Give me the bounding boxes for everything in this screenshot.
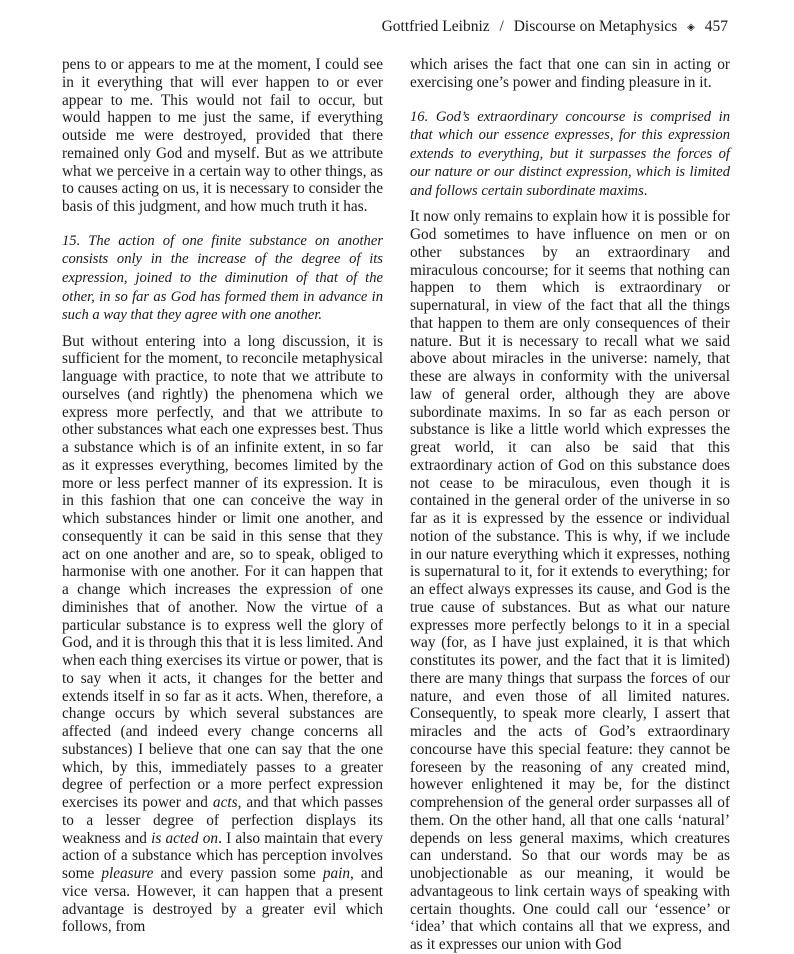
header-author: Gottfried Leibniz: [381, 18, 490, 35]
section-15-heading: 15. The action of one finite substance on another consists only in the increase of the degree of its expression, joined to the diminution of that of the other, in so far as God has formed them in advance in such a way that they agree with one another.: [62, 232, 383, 324]
header-title: Discourse on Metaphysics: [513, 18, 678, 35]
emphasis-is-acted-on: is acted on: [151, 829, 219, 847]
text-run: , and vice versa. However, it can happen that a present advantage is destroyed by a greater evil which follows, from: [62, 865, 383, 936]
ornament-icon: ◈: [687, 22, 695, 33]
header-separator: /: [499, 18, 504, 35]
text-run: and every passion some: [153, 865, 323, 883]
page-number: 457: [704, 18, 728, 35]
section-16-heading: [410, 108, 730, 201]
right-column: [410, 56, 730, 954]
emphasis-pleasure: pleasure: [101, 865, 154, 883]
emphasis-pain: pain: [322, 865, 351, 883]
right-paragraph-1: which arises the fact that one can sin in acting or exercising one’s power and finding pleasure in it.: [410, 56, 730, 91]
text-run: . I also maintain that every action of a substance which has perception involves some: [62, 829, 383, 883]
text-run: But without entering into a long discussion, it is sufficient for the moment, to reconcile metaphysical language with practice, to note that we attribute to ourselves (and rightly) the phenomena which we express more perfectly, and that we attribute to other substances what each one expresses best. Thus a substance which is of an infinite extent, in so far as it expresses everything, becomes limited by the more or less perfect manner of its expression. It is in this fashion that one can conceive the way in which substances hinder or limit one another, and consequently it can be said in this sense that they act on one another and are, so to speak, obliged to harmonise with one another. For it can happen that a change which increases the expression of one diminishes that of another. Now the virtue of a particular substance is to express well the glory of God, and it is through this that it is less limited. And when each thing exercises its virtue or power, that is to say when it acts, it changes for the better and extends itself in so far as it acts. When, therefore, a change occurs by which several substances are affected (and indeed every change concerns all substances) I believe that one can say that the one which, by this, immediately passes to a greater degree of perfection or a more perfect expression exercises its power and: [62, 332, 383, 812]
running-header: [382, 17, 728, 38]
left-paragraph-1: pens to or appears to me at the moment, I could see in it everything that will ever happen to or ever appear to me. This would not fail to occur, but would happen to me just the same, if everything outside me were destroyed, provided that there remained only God and myself. But as we attribute what we perceive in a certain way to other things, as to causes acting on us, it is necessary to consider the basis of this judgment, and how much truth it has.: [62, 56, 383, 215]
emphasis-acts: acts: [212, 794, 238, 812]
section-16-heading-period: .: [643, 182, 648, 199]
section-16-heading-text: 16. God’s extraordinary concourse is comprised in that which our essence expresses, for this expression extends to everything, but it surpasses the forces of our nature or our distinct expression, which is limited and follows certain subordinate maxims: [410, 108, 730, 199]
left-paragraph-2: [62, 333, 383, 937]
left-column: [62, 56, 383, 936]
right-paragraph-2: It now only remains to explain how it is possible for God sometimes to have influence on men or on other substances by an extraordinary and miraculous concourse; for it seems that nothing can happen to them which is extraordinary or supernatural, in view of the fact that all the things that happen to them are only consequences of their nature. But it is necessary to recall what we said above about miracles in the universe: namely, that these are always in conformity with the universal law of general order, although they are above subordinate maxims. In so far as each person or substance is like a little world which expresses the great world, it can also be said that this extraordinary action of God on this substance does not cease to be miraculous, even though it is contained in the general order of the universe in so far as it is expressed by the essence or individual notion of the substance. This is why, if we include in our nature everything which it expresses, nothing is supernatural to it, for it extends to everything; for an effect always expresses its cause, and God is the true cause of substances. But as what our nature expresses more perfectly belongs to it in a special way (for, as I have just explained, it is that which constitutes its power, and the fact that it is limited) there are many things that surpass the forces of our nature, and even those of all limited natures. Consequently, to speak more clearly, I assert that miracles and the acts of God’s extraordinary concourse have this special feature: they cannot be foreseen by the reasoning of any created mind, however enlightened it may be, for the distinct comprehension of the general order surpasses all of them. On the other hand, all that one calls ‘natural’ depends on less general maxims, which creatures can understand. So that our words may be as unobjectionable as our meaning, it would be advantageous to link certain ways of speaking with certain thoughts. One could call our ‘essence’ or ‘idea’ that which contains all that we express, and as it expresses our union with God: [410, 208, 730, 954]
text-run: , and that which passes to a lesser degree of perfection displays its weakness and: [62, 794, 383, 847]
